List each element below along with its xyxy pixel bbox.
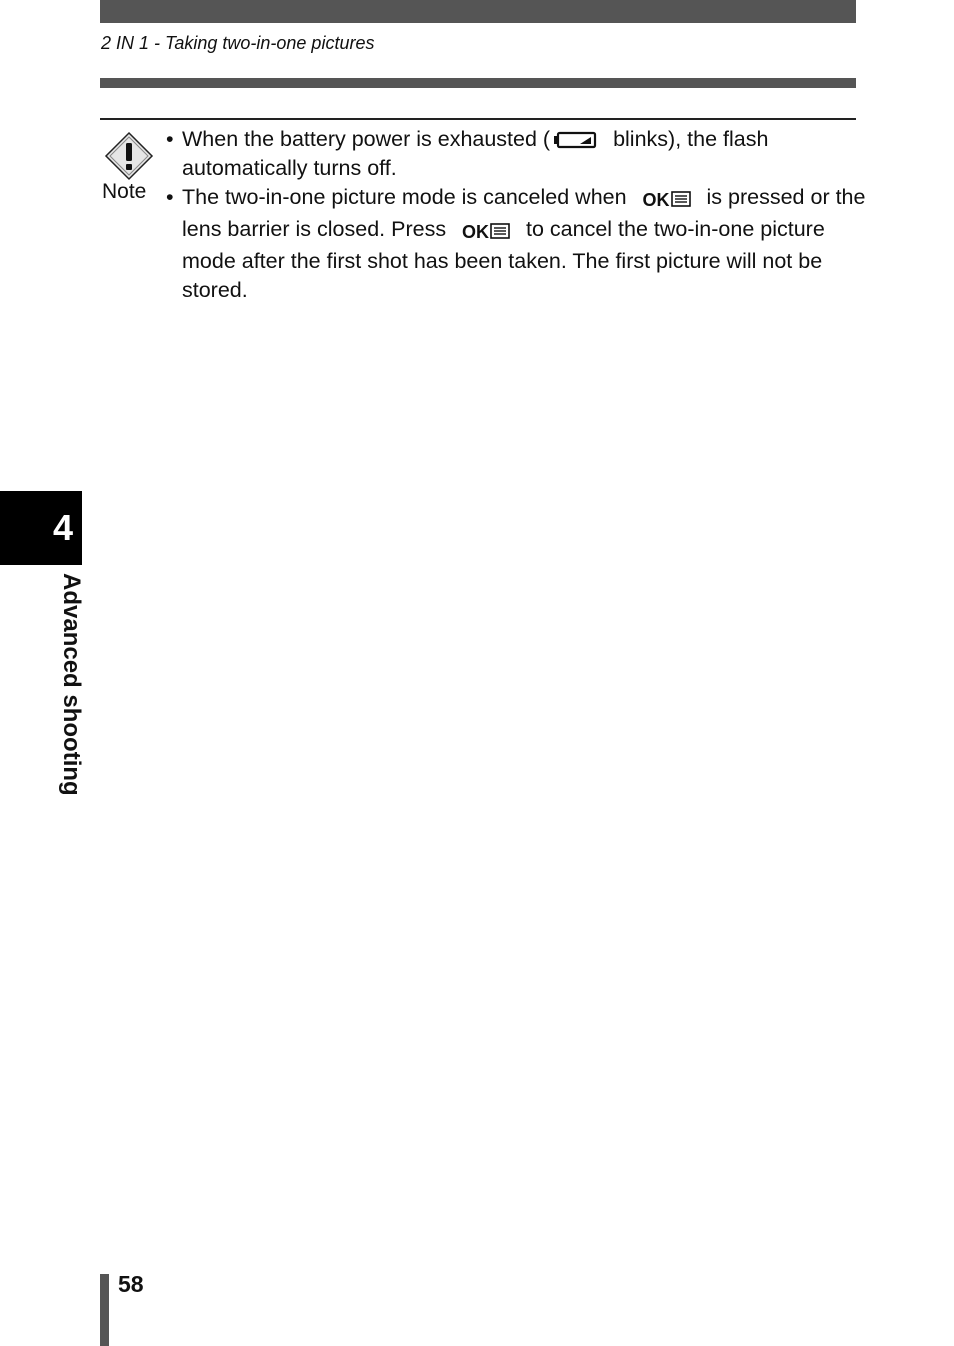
bullet-dot: • [166, 185, 174, 209]
section-title: 2 IN 1 - Taking two-in-one pictures [101, 33, 375, 53]
note-body [166, 125, 866, 305]
chapter-title: Advanced shooting [58, 573, 85, 796]
ok-label: OK [642, 190, 670, 210]
ok-menu-button-icon [462, 218, 510, 247]
section-divider-bar [100, 78, 856, 88]
note-text: is pressed or the lens barrier is closed. Press [182, 185, 866, 241]
ok-menu-button-icon [643, 186, 691, 215]
note-label: Note [102, 180, 147, 203]
note-top-rule [100, 118, 856, 120]
chapter-tab [0, 491, 82, 565]
top-header-bar [100, 0, 856, 23]
note-text: to cancel the two-in-one picture mode after the first shot has been taken. The first picture will not be stored. [182, 217, 825, 302]
chapter-number: 4 [52, 507, 73, 548]
battery-low-icon [553, 128, 597, 146]
ok-label: OK [462, 222, 490, 242]
note-item-battery [166, 125, 866, 183]
note-item-ok-button [166, 183, 866, 305]
note-text: blinks), the flash automatically turns off. [182, 127, 769, 180]
page-number: 58 [118, 1271, 144, 1297]
note-text: When the battery power is exhausted ( [182, 127, 551, 151]
exclamation-diamond-icon [104, 131, 154, 181]
page-number-bar [100, 1274, 109, 1346]
bullet-dot: • [166, 127, 174, 151]
note-text: The two-in-one picture mode is canceled when [182, 185, 633, 209]
